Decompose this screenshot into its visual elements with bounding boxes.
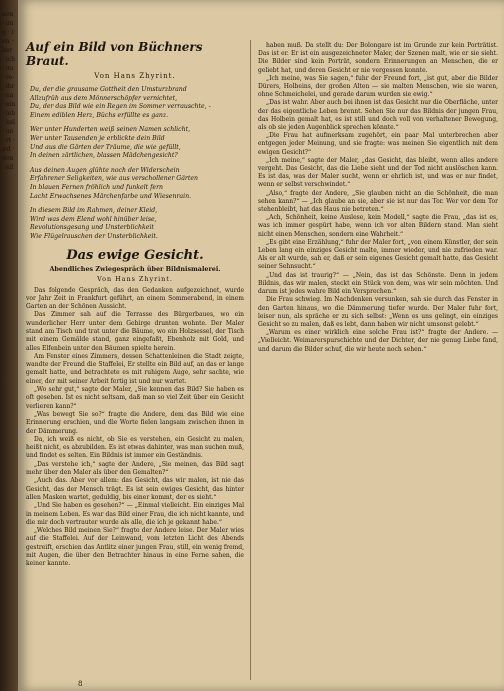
poem-verse: Du, der die grausame Gottheit den Umsturzbrand: [30, 86, 187, 93]
story-paragraph: Das Zimmer sah auf die Terrasse des Bürgerbaues, wo ein wunderlicher Herr unter dem Gebirge drunten wohnte. Der Maler stand am Tisch und trat unter die Bäume, wo ein Holzsessel, der Tisch mit einem Gemälde stand, ganz eingefaßt, Ebenholz mit Gold, und alles Elfenbein unter den Bäumen spielte herein.: [26, 311, 244, 352]
poem-verse: Revolutionsgesang und Unsterblichkeit: [30, 224, 154, 232]
poem-verse: Und aus die Gärten der Träume, die wie gefüllt,: [30, 143, 181, 151]
story-paragraph: Die Frau schwieg. Im Nachdenken versunken, sah sie durch das Fenster in den Garten hinaus, wo die Dämmerung tiefer wurde. Der Maler fuhr fort, leiser nun, als spräche er zu sich selbst: „Wenn es uns gelingt, ein einziges Gesicht so zu malen, daß es lebt, dann haben wir nicht umsonst gelebt.“: [258, 296, 498, 328]
story-paragraph: „Ach, Schönheit, keine Auslese, kein Modell,“ sagte die Frau, „das ist es, was ich immer gespürt habe, wenn ich vor alten Bildern stand. Man sieht nicht einen Menschen, sondern eine Wahrheit.“: [258, 214, 498, 238]
column-divider: [250, 40, 251, 680]
poem-verse: Einem ediblen Herz, Büchs erfüllte es ganz.: [30, 111, 169, 119]
right-column: [258, 42, 498, 354]
poem-stanza: [30, 167, 244, 201]
story-paragraph: „Warum es einer wirklich eine solche Frau ist?“ fragte der Andere. — „Vielleicht. Weimarerspurschichte und der Dichter, der nie genug Liebe fand, und darum die Bilder schuf, die wir heute noch sehen.“: [258, 329, 498, 353]
poem-author: Von Hans Zhyrint.: [94, 72, 176, 80]
poem-verse: Aus deinen Augen glühte noch der Widerschein: [30, 166, 180, 174]
magazine-page: [18, 0, 504, 691]
poem-stanza: [30, 207, 244, 241]
poem-stanza: [30, 86, 244, 120]
story-paragraph: „Das ist wahr. Aber auch bei ihnen ist das Gesicht nur die Oberfläche, unter der das eigentliche Leben brennt. Sehen Sie nur das Bildnis der jungen Frau, das Holbein gemalt hat, es ist still und doch voll von verhaltener Bewegung, als ob sie jeden Augenblick sprechen könnte.“: [258, 99, 498, 132]
poem-verse: Allzufrüh aus dem Mönnerschöpfer vernichtet,: [30, 94, 178, 102]
page-number: 8: [78, 680, 83, 688]
spine-text: nen · ung · ren · ber · ich · uu · re- · ihr · na · ein · ieb · kel · un · rt · ird · den · eil: [2, 11, 16, 171]
story-paragraph: „Und Sie haben es gesehen?“ — „Einmal vielleicht. Ein einziges Mal in meinem Leben. Es war das Bild einer Frau, die ich nicht kannte, und die mir doch vertrauter wurde als alle, die ich je gekannt habe.“: [26, 502, 244, 526]
story-paragraph: „Ich meine, was Sie sagen,“ fuhr der Freund fort, „ist gut, aber die Bilder Dürers, Holbeins, der großen Alten — sie malten Menschen, wie sie waren, ohne Schmeichelei, und gerade darum wurden sie ewig.“: [258, 74, 498, 99]
book-spine: [0, 0, 18, 691]
story-paragraph: „Ich meine,“ sagte der Maler, „das Gesicht, das bleibt, wenn alles andere vergeht. Das Gesicht, das die Liebe sieht und der Tod nicht auslöschen kann. Es ist das, was der Maler sucht, wenn er ehrlich ist, und was er nur findet, wenn er selbst verschwindet.“: [258, 156, 498, 189]
poem-verse: Wer unter Tausenden je erblickte dein Bild: [30, 134, 165, 142]
poem-title: Auf ein Bild von Büchners Braut.: [26, 40, 203, 68]
poem-verse: Du, der das Bild wie ein Regen im Sommer verrauschte, -: [30, 103, 211, 111]
poem-verse: Wer unter Hunderten weiß seinen Namen schlicht,: [30, 126, 191, 134]
story-paragraph: „Und das ist traurig?“ — „Nein, das ist das Schönste. Denn in jedem Bildnis, das wir malen, steckt ein Stück von dem, was wir sein möchten. Und darum ist jedes wahre Bild ein Versprechen.“: [258, 271, 498, 296]
story-paragraph: „Das verstehe ich,“ sagte der Andere, „Sie meinen, das Bild sagt mehr über den Maler als über den Gemalten?“: [26, 460, 244, 477]
story-paragraph: „Es gibt eine Erzählung,“ fuhr der Maler fort, „von einem Künstler, der sein Leben lang ein einziges Gesicht malte, immer wieder, und nie zufrieden war. Als er alt wurde, sah er, daß er sein eigenes Gesicht gemalt hatte, das Gesicht seiner Sehnsucht.“: [258, 238, 498, 271]
story-paragraph: Das folgende Gespräch, das den Gedanken aufgezeichnet, wurde vor Jahr Zeit in Frankfurt geführt, an einem Sommerabend, in einem Garten an der Schönen Aussicht.: [26, 286, 244, 311]
poem-verse: Lacht Erwachsenes Märchenfarbe und Wiesenrain.: [30, 192, 192, 200]
story-paragraph: „Welches Bild meinen Sie?“ fragte der Andere leise. Der Maler wies auf die Staffelei. Auf der Leinwand, vom letzten Licht des Abends gestreift, erschien das Antlitz einer jungen Frau, still, ein wenig fremd, mit Augen, die über den Betrachter hinaus in eine Ferne sahen, die keiner kannte.: [26, 527, 244, 568]
story-paragraph: „Also,“ fragte der Andere, „Sie glauben nicht an die Schönheit, die man sehen kann?“ — „Ich glaube an sie, aber sie ist nur das Tor. Wer vor dem Tor stehenbleibt, hat das Haus nie betreten.“: [258, 189, 498, 214]
story-paragraph: „Wo sehr gut,“ sagte der Maler, „Sie kennen das Bild? Sie haben es oft gesehen. Ist es nicht seltsam, daß man so viel Zeit über ein Gesicht verlieren kann?“: [26, 386, 244, 410]
poem-verse: In deinen zärtlichen, blassen Mädchengesicht?: [30, 152, 178, 160]
poem-verse: Erfahrener Seligkeiten, wie aus verschollener Gärten: [30, 175, 199, 183]
page-top-margin: [18, 0, 504, 38]
poem-stanza: [30, 126, 244, 160]
poem-verse: In diesem Bild im Rahmen, deiner Kleid,: [30, 207, 158, 215]
story-paragraph: haben muß. Da stellt du: Der Bolongare ist im Grunde zur kein Porträtist. Das ist er. Er ist ein ausgezeichneter Maler, der Szenen malt, wie er sie sieht. Die Bilder sind kein Porträt, sondern Erinnerungen an Menschen, die er geliebt hat, und deren Gesicht er nie vergessen konnte.: [258, 42, 498, 74]
story-paragraph: „Auch das. Aber vor allem: das Gesicht, das wir malen, ist nie das Gesicht, das der Mensch trägt. Es ist sein ewiges Gesicht, das hinter allen Masken wartet, geduldig, bis einer kommt, der es sieht.“: [26, 477, 244, 501]
poem-verse: In blauen Fernen fröhlich und funkelt fern: [30, 183, 164, 191]
story-paragraph: „Die Frau hat aufmerksam zugehört, ein paar Mal unterbrechen aber entgegen jeder Meinung, und sie fragte: was meinen Sie eigentlich mit dem ewigen Gesicht?“: [258, 132, 498, 156]
story-title: Das ewige Gesicht.: [66, 247, 204, 263]
poem-verse: Wie Flügelrauschen der Unsterblichkeit.: [30, 232, 158, 240]
story-paragraph: „Was bewegt Sie so?“ fragte die Andere, dem das Bild wie eine Erinnerung erschien, und die Worte fielen langsam zwischen ihnen in der Dämmerung.: [26, 410, 244, 435]
story-subtitle: Abendliches Zwiegespräch über Bildnismalerei.: [49, 264, 221, 273]
story-paragraph: Da, ich weiß es nicht, ob Sie es verstehen, ein Gesicht zu malen, heißt nicht, es abzubilden. Es ist etwas dahinter, was man suchen muß, und findet es selten. Ein Bildnis ist immer ein Geständnis.: [26, 435, 244, 460]
story-author: Von Hans Zhyrint.: [97, 274, 173, 283]
left-column: [26, 40, 244, 569]
story-paragraph: Am Fenster eines Zimmers, dessen Schattenleinen die Stadt zeigte, wandte der Freund die Staffelei, Er stellte ein Bild auf, an das er lange gemalt hatte, und betrachtete es mit ruhigem Auge, sehr sachte, wie einer, der mit seiner Arbeit fertig ist und nur wartet.: [26, 352, 244, 385]
poem-verse: Wird was dem Elend wohl hinüber leise,: [30, 215, 157, 223]
